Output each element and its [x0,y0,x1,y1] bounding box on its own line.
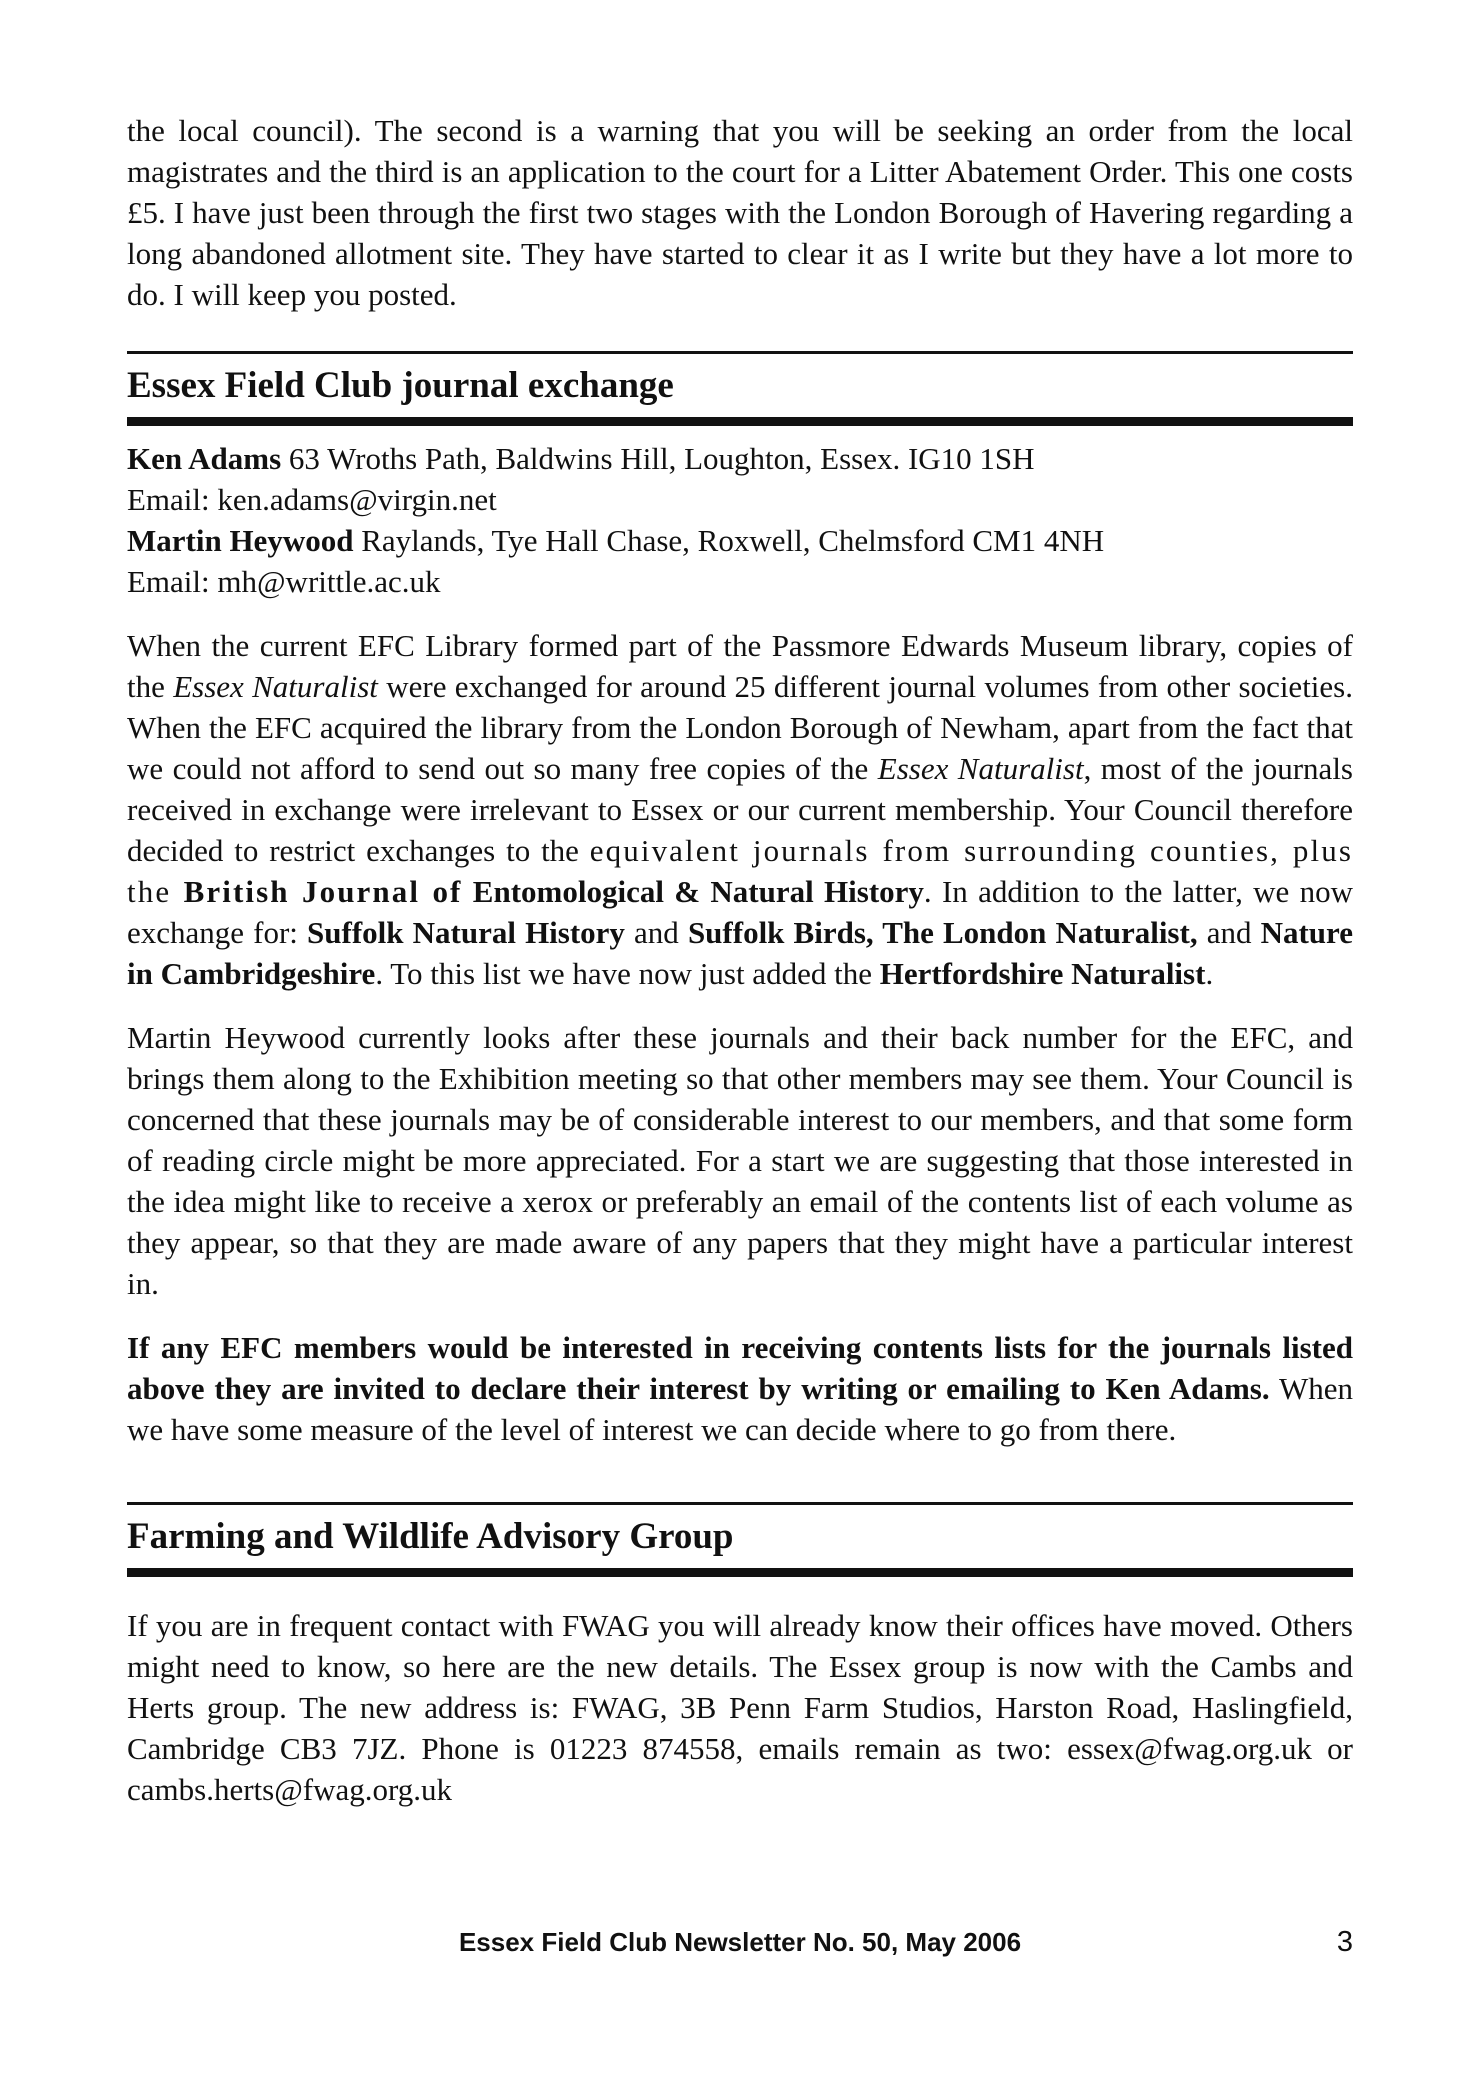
contact-name: Martin Heywood [127,523,354,558]
journal-exchange-paragraph-3: If any EFC members would be interested in receiving contents lists for the journals listed above they are invited to declare their interest by writing or emailing to Ken Adams. When we have some measure of the level of interest we can decide where to go from there. [127,1330,1353,1447]
page-number: 3 [1336,1926,1353,1958]
contact-name: Ken Adams [127,441,282,476]
contact-line [127,438,1353,479]
section-divider-bottom [127,417,1353,426]
fwag-paragraph: If you are in frequent contact with FWAG you will already know their offices have moved. Others might need to know, so here are the new details. The Essex group is now with the Cambs and Herts group. The new address is: FWAG, 3B Penn Farm Studios, Harston Road, Haslingfield, Cambridge CB3 7JZ. Phone is 01223 874558, emails remain as two: essex@fwag.org.uk or cambs.herts@fwag.org.uk [127,1608,1353,1807]
journal-title: Suffolk Birds, The London Naturalist, [687,915,1198,950]
journal-exchange-paragraph-1: When the current EFC Library formed part of the Passmore Edwards Museum library, copies of the Essex Naturalist were exchanged for around 25 different journal volumes from other societies. When the EFC acquired the library from the London Borough of Newham, apart from the fact that we could not afford to send out so many free copies of the Essex Naturalist, most of the journals received in exchange were irrelevant to Essex or our current membership. Your Council therefore decided to restrict exchanges to the equivalent journals from surrounding counties, plus the British Journal of Entomological & Natural History. In addition to the latter, we now exchange for: Suffolk Natural History and Suffolk Birds, The London Naturalist, and Nature in Cambridgeshire. To this list we have now just added the Hertfordshire Naturalist. [127,628,1353,991]
journal-title: Essex Naturalist [877,751,1084,786]
contact-address: 63 Wroths Path, Baldwins Hill, Loughton, Essex. IG10 1SH [281,441,1035,476]
page-footer [127,1922,1353,1962]
journal-title: British Journal of [183,874,463,909]
contact-email[interactable]: Email: mh@writtle.ac.uk [127,564,441,599]
intro-paragraph: the local council). The second is a warning that you will be seeking an order from the local magistrates and the third is an application to the court for a Litter Abatement Order. This one costs £5. I have just been through the first two stages with the London Borough of Havering regarding a long abandoned allotment site. They have started to clear it as I write but they have a lot more to do. I will keep you posted. [127,113,1353,312]
newsletter-title: Essex Field Club Newsletter No. 50, May 2006 [458,1927,1022,1957]
contact-line [127,520,1353,561]
contact-address: Raylands, Tye Hall Chase, Roxwell, Chelmsford CM1 4NH [353,523,1105,558]
section-divider-bottom [127,1568,1353,1577]
call-to-action: If any EFC members would be interested in receiving contents lists for the journals listed above they are invited to declare their interest by writing or emailing to Ken Adams. [127,1330,1353,1406]
contact-list [127,438,1353,602]
contact-email[interactable]: Email: ken.adams@virgin.net [127,482,497,517]
newsletter-page [127,110,1353,1810]
journal-title: Hertfordshire Naturalist [879,956,1206,991]
journal-title: Entomological & Natural History [472,874,924,909]
section-heading-journal-exchange: Essex Field Club journal exchange [127,365,674,406]
journal-title: Suffolk Natural History [307,915,625,950]
journal-exchange-paragraph-2: Martin Heywood currently looks after these journals and their back number for the EFC, and brings them along to the Exhibition meeting so that other members may see them. Your Council is concerned that these journals may be of considerable interest to our members, and that some form of reading circle might be more appreciated. For a start we are suggesting that those interested in the idea might like to receive a xerox or preferably an email of the contents list of each volume as they appear, so that they are made aware of any papers that they might have a particular interest in. [127,1020,1353,1301]
section-heading-fwag: Farming and Wildlife Advisory Group [127,1516,734,1557]
journal-title: Essex Naturalist [173,669,378,704]
journal-title: Nature in Cambridgeshire [127,915,1353,991]
